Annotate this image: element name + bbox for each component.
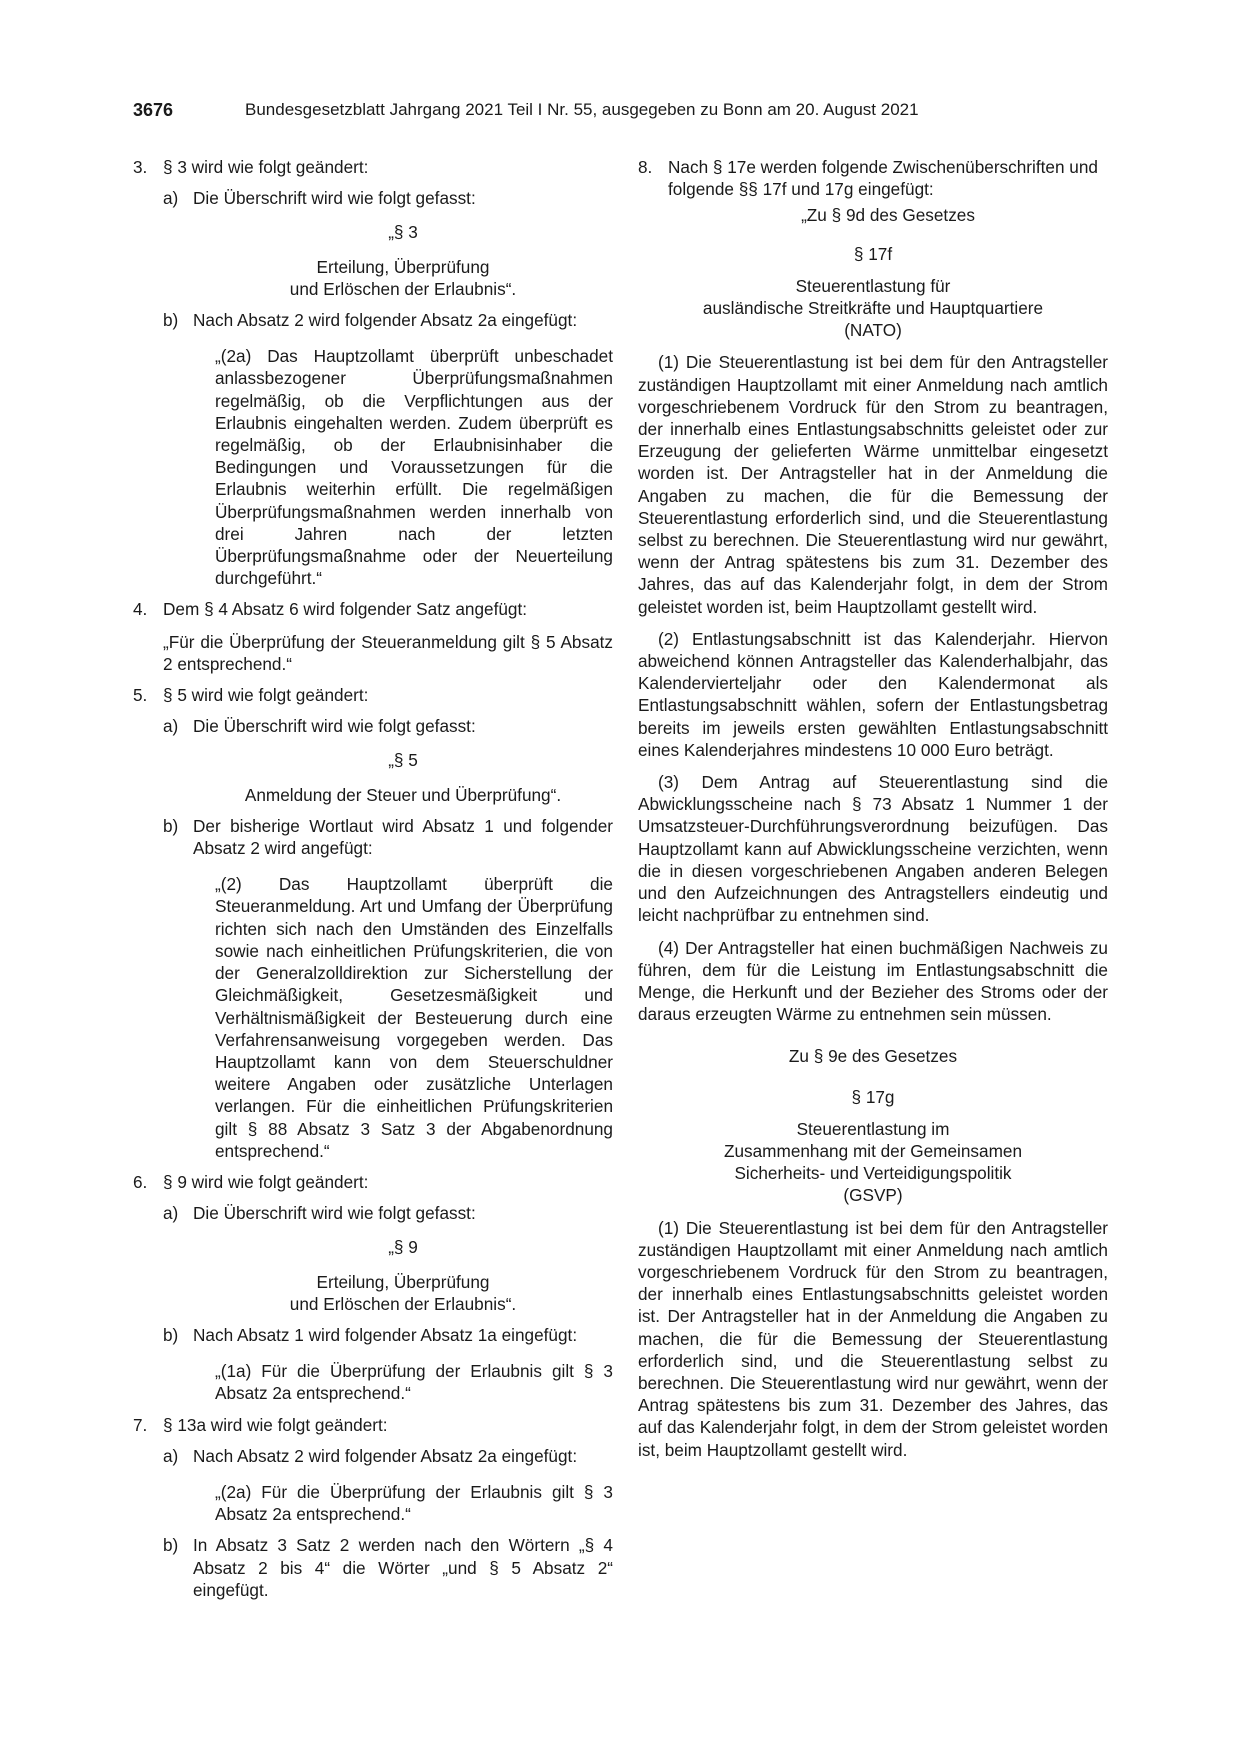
sub-item-letter: b) [163,310,179,331]
page-number: 3676 [133,100,174,120]
amendment-item-8 [638,156,1108,227]
item-number: 6. [133,1171,148,1192]
right-column [638,156,1108,1471]
item-text: Dem § 4 Absatz 6 wird folgender Satz angefügt: [163,599,528,620]
sub-item-b [163,1534,613,1601]
item-text: Nach § 17e werden folgende Zwischenüberschriften und folgende §§ 17f und 17g eingefügt: [668,157,1098,200]
amendment-item-7 [133,1414,613,1601]
sub-item-text: In Absatz 3 Satz 2 werden nach den Wörtern „§ 4 Absatz 2 bis 4“ die Wörter „und § 5 Absatz 2“ eingefügt. [193,1535,613,1600]
section-heading-line-2: und Erlöschen der Erlaubnis“. [289,278,517,299]
left-column [133,156,613,1610]
sub-item-b [163,309,613,589]
sub-item-a [163,1202,613,1315]
sub-item-a [163,187,613,300]
section-heading-line-1: Erteilung, Überprüfung [316,1271,490,1292]
sub-item-letter: a) [163,716,179,737]
quoted-paragraph: „(2a) Für die Überprüfung der Erlaubnis gilt § 3 Absatz 2a entsprechend.“ [215,1481,613,1525]
sub-item-letter: b) [163,1324,179,1345]
sub-item-a [163,715,613,806]
gazette-title: Bundesgesetzblatt Jahrgang 2021 Teil I Nr. 55, ausgegeben zu Bonn am 20. August 2021 [245,100,919,119]
item-number: 7. [133,1414,148,1435]
subheading-zu-9e: Zu § 9e des Gesetzes [788,1046,958,1067]
sub-item-letter: a) [163,1203,179,1224]
item-number: 5. [133,685,148,706]
quoted-paragraph: „(2a) Das Hauptzollamt überprüft unbeschadet anlassbezogener Überprüfungsmaßnahmen regelmäßig, ob die Verpflichtungen aus der Erlaubnis eingehalten werden. Zudem überprüft es regelmäßig, ob der Erlaubnisinhaber die Bedingungen und Voraussetzungen für die Erlaubnis weiterhin erfüllt. Die regelmäßigen Überprüfungsmaßnahmen werden innerhalb von drei Jahren nach der letzten Überprüfungsmaßnahme oder der Neuerteilung durchgeführt.“ [215,346,613,589]
section-heading: Anmeldung der Steuer und Überprüfung“. [244,784,562,805]
paragraph-1: (1) Die Steuerentlastung ist bei dem für den Antragsteller zuständigen Hauptzollamt mit einer Anmeldung nach amtlich vorgeschriebenem Vordruck für den Strom zu beantragen, der innerhalb eines Entlastungsabschnitts geleistet oder zur Erzeugung der gelieferten Wärme unmittelbar eingesetzt worden ist. Der Antragsteller hat in der Anmeldung die Angaben zu machen, die für die Bemessung der Steuerentlastung erforderlich sind, und die Steuerentlastung selbst zu berechnen. Die Steuerentlastung wird nur gewährt, wenn der Antrag spätestens bis zum 31. Dezember des Jahres, das auf das Kalenderjahr folgt, in dem der Strom geleistet worden ist, beim Hauptzollamt gestellt wird. [638,352,1108,617]
quoted-paragraph: „(1a) Für die Überprüfung der Erlaubnis gilt § 3 Absatz 2a entsprechend.“ [215,1361,613,1404]
paragraph-3: (3) Dem Antrag auf Steuerentlastung sind die Abwicklungsscheine nach § 73 Absatz 1 Nummer 1 der Umsatzsteuer-Durchführungsverordnung beizufügen. Das Hauptzollamt kann auf Abwicklungsscheine verzichten, wenn die in diesen vorgeschriebenen Angaben anderen Belegen und den Aufzeichnungen des Antragstellers eindeutig und leicht nachprüfbar zu entnehmen sind. [638,772,1108,926]
sub-item-letter: b) [163,1535,179,1556]
sub-item-text: Die Überschrift wird wie folgt gefasst: [193,716,476,737]
amendment-item-3 [133,156,613,589]
sub-item-text: Nach Absatz 2 wird folgender Absatz 2a eingefügt: [193,1445,578,1466]
sub-item-text: Der bisherige Wortlaut wird Absatz 1 und folgender Absatz 2 wird angefügt: [193,815,613,859]
section-number: „§ 5 [388,750,418,771]
heading-line: Zusammenhang mit der Gemeinsamen [723,1140,1023,1161]
section-number: „§ 3 [388,222,418,243]
sub-item-letter: a) [163,1445,179,1466]
subheading-zu-9d: „Zu § 9d des Gesetzes [801,205,975,226]
sub-item-letter: a) [163,188,179,209]
paragraph-2: (2) Entlastungsabschnitt ist das Kalenderjahr. Hiervon abweichend können Antragsteller das Kalenderhalbjahr, das Kalendervierteljahr oder den Kalendermonat als Entlastungsabschnitt wählen, sofern der Entlastungsbetrag bereits im jeweils ersten gewählten Entlastungsabschnitt eines Kalenderjahres mindestens 10 000 Euro beträgt. [638,628,1108,760]
sub-item-text: Die Überschrift wird wie folgt gefasst: [193,188,476,209]
heading-line: (NATO) [844,320,902,341]
section-heading-line-1: Erteilung, Überprüfung [316,256,490,277]
sub-item-a [163,1445,613,1526]
sub-item-text: Nach Absatz 2 wird folgender Absatz 2a eingefügt: [193,310,578,331]
amendment-item-6 [133,1171,613,1405]
section-17f-heading [638,275,1108,342]
section-17f-number: § 17f [853,243,893,264]
sub-item-text: Die Überschrift wird wie folgt gefasst: [193,1203,476,1224]
paragraph-17g-1: (1) Die Steuerentlastung ist bei dem für den Antragsteller zuständigen Hauptzollamt mit einer Anmeldung nach amtlich vorgeschriebenem Vordruck für den Strom zu beantragen, der innerhalb eines Entlastungsabschnitts geleistet worden ist. Der Antragsteller hat in der Anmeldung die Angaben zu machen, die für die Bemessung der Steuerentlastung erforderlich sind, und die Steuerentlastung selbst zu berechnen. Die Steuerentlastung wird nur gewährt, wenn der Antrag spätestens bis zum 31. Dezember des Jahres, das auf das Kalenderjahr folgt, in dem der Strom geleistet worden ist, beim Hauptzollamt gestellt wird. [638,1217,1108,1460]
item-text: § 13a wird wie folgt geändert: [163,1414,388,1435]
section-17g-heading [638,1118,1108,1207]
item-number: 3. [133,157,148,177]
section-17g-number: § 17g [851,1086,895,1107]
paragraph-4: (4) Der Antragsteller hat einen buchmäßigen Nachweis zu führen, dem für die Leistung im Entlastungsabschnitt die Menge, die Herkunft und der Bezieher des Stroms oder der daraus erzeugten Wärme zu entnehmen sein müssen. [638,937,1108,1025]
quoted-paragraph: „(2) Das Hauptzollamt überprüft die Steueranmeldung. Art und Umfang der Überprüfung richten sich nach den Umständen des Einzelfalls sowie nach einheitlichen Prüfungskriterien, die von der Generalzolldirektion zur Sicherstellung der Gleichmäßigkeit, Gesetzesmäßigkeit und Verhältnismäßigkeit der Besteuerung durch eine Verfahrensanweisung vorgegeben werden. Das Hauptzollamt kann von dem Steuerschuldner weitere Angaben oder zusätzliche Unterlagen verlangen. Für die einheitlichen Prüfungskriterien gilt § 88 Absatz 3 Satz 3 der Abgabenordnung entsprechend.“ [215,874,613,1161]
page-header [133,100,993,126]
heading-line: Steuerentlastung im [796,1118,950,1139]
heading-line: ausländische Streitkräfte und Hauptquartiere [702,298,1044,319]
sub-item-b [163,1324,613,1405]
heading-line: Sicherheits- und Verteidigungspolitik [734,1163,1012,1184]
sub-item-text: Nach Absatz 1 wird folgender Absatz 1a eingefügt: [193,1324,578,1345]
item-text: § 3 wird wie folgt geändert: [163,157,369,177]
sub-item-b [163,815,613,1162]
item-number: 4. [133,599,148,620]
section-number: „§ 9 [388,1237,418,1258]
heading-line: Steuerentlastung für [795,275,951,296]
amendment-item-4 [133,598,613,675]
quoted-sentence: „Für die Überprüfung der Steueranmeldung gilt § 5 Absatz 2 entsprechend.“ [163,631,613,674]
item-text: § 9 wird wie folgt geändert: [163,1171,369,1192]
amendment-item-5 [133,684,613,1162]
sub-item-letter: b) [163,815,179,836]
item-text: § 5 wird wie folgt geändert: [163,685,369,706]
item-number: 8. [638,157,653,177]
heading-line: (GSVP) [843,1185,903,1206]
section-heading-line-2: und Erlöschen der Erlaubnis“. [289,1293,517,1314]
